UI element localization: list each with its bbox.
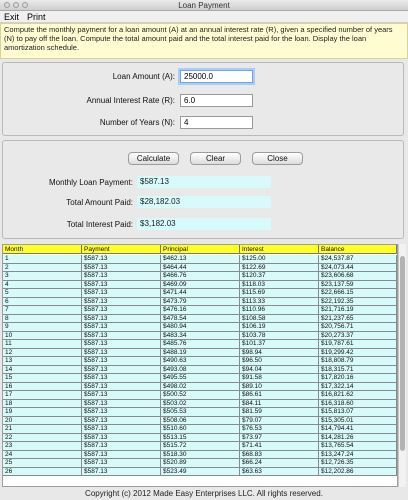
scrollbar-thumb[interactable] bbox=[400, 256, 405, 451]
payment-cell: $587.13 bbox=[82, 400, 161, 409]
balance-cell: $12,202.86 bbox=[319, 468, 397, 477]
interest-cell: $101.37 bbox=[240, 340, 319, 349]
interest-cell: $89.10 bbox=[240, 383, 319, 392]
month-cell: 17 bbox=[3, 391, 82, 400]
clear-button[interactable]: Clear bbox=[190, 152, 241, 165]
principal-cell: $480.94 bbox=[161, 323, 240, 332]
menu-print[interactable]: Print bbox=[27, 12, 46, 22]
interest-cell: $68.83 bbox=[240, 451, 319, 460]
principal-cell: $485.76 bbox=[161, 340, 240, 349]
principal-cell: $490.63 bbox=[161, 357, 240, 366]
month-cell: 22 bbox=[3, 434, 82, 443]
balance-cell: $20,756.71 bbox=[319, 323, 397, 332]
principal-cell: $500.52 bbox=[161, 391, 240, 400]
payment-cell: $587.13 bbox=[82, 451, 161, 460]
table-row[interactable] bbox=[3, 425, 397, 434]
month-cell: 8 bbox=[3, 315, 82, 324]
column-header-principal[interactable]: Principal bbox=[161, 245, 240, 254]
interest-cell: $113.33 bbox=[240, 298, 319, 307]
table-header bbox=[3, 245, 397, 254]
principal-cell: $495.55 bbox=[161, 374, 240, 383]
years-label: Number of Years (N): bbox=[99, 118, 175, 127]
interest-cell: $79.07 bbox=[240, 417, 319, 426]
table-row[interactable] bbox=[3, 374, 397, 383]
window-title: Loan Payment bbox=[178, 1, 230, 10]
years-input[interactable] bbox=[180, 116, 253, 129]
interest-cell: $106.19 bbox=[240, 323, 319, 332]
balance-cell: $16,318.60 bbox=[319, 400, 397, 409]
table-row[interactable] bbox=[3, 400, 397, 409]
interest-cell: $66.24 bbox=[240, 459, 319, 468]
input-panel bbox=[2, 62, 404, 136]
table-row[interactable] bbox=[3, 434, 397, 443]
balance-cell: $13,765.54 bbox=[319, 442, 397, 451]
interest-cell: $103.78 bbox=[240, 332, 319, 341]
month-cell: 7 bbox=[3, 306, 82, 315]
payment-cell: $587.13 bbox=[82, 357, 161, 366]
table-row[interactable] bbox=[3, 468, 397, 477]
interest-cell: $115.69 bbox=[240, 289, 319, 298]
principal-cell: $515.72 bbox=[161, 442, 240, 451]
principal-cell: $493.08 bbox=[161, 366, 240, 375]
interest-cell: $84.11 bbox=[240, 400, 319, 409]
balance-cell: $14,281.26 bbox=[319, 434, 397, 443]
monthly-payment-label: Monthly Loan Payment: bbox=[48, 178, 133, 187]
total-paid-value: $28,182.03 bbox=[137, 196, 271, 208]
principal-cell: $513.15 bbox=[161, 434, 240, 443]
balance-cell: $18,315.71 bbox=[319, 366, 397, 375]
month-cell: 18 bbox=[3, 400, 82, 409]
description-text: Compute the monthly payment for a loan amount (A) at an annual interest rate (R), given a specified number of years (N) to pay off the loan. Compute the total amount paid and the total interest paid for the loan. Display the loan amortization schedule. bbox=[0, 23, 408, 59]
interest-rate-label: Annual Interest Rate (R): bbox=[86, 96, 175, 105]
principal-cell: $478.54 bbox=[161, 315, 240, 324]
principal-cell: $476.16 bbox=[161, 306, 240, 315]
monthly-payment-value: $587.13 bbox=[137, 176, 271, 188]
table-row[interactable] bbox=[3, 357, 397, 366]
interest-cell: $63.63 bbox=[240, 468, 319, 477]
interest-cell: $94.04 bbox=[240, 366, 319, 375]
month-cell: 6 bbox=[3, 298, 82, 307]
month-cell: 20 bbox=[3, 417, 82, 426]
principal-cell: $503.02 bbox=[161, 400, 240, 409]
principal-cell: $473.79 bbox=[161, 298, 240, 307]
loan-amount-input[interactable] bbox=[180, 70, 253, 83]
balance-cell: $22,666.15 bbox=[319, 289, 397, 298]
principal-cell: $518.30 bbox=[161, 451, 240, 460]
payment-cell: $587.13 bbox=[82, 459, 161, 468]
principal-cell: $464.44 bbox=[161, 264, 240, 273]
principal-cell: $505.53 bbox=[161, 408, 240, 417]
balance-cell: $21,716.19 bbox=[319, 306, 397, 315]
payment-cell: $587.13 bbox=[82, 434, 161, 443]
total-interest-value: $3,182.03 bbox=[137, 218, 271, 230]
month-cell: 2 bbox=[3, 264, 82, 273]
month-cell: 12 bbox=[3, 349, 82, 358]
total-paid-label: Total Amount Paid: bbox=[66, 198, 133, 207]
month-cell: 3 bbox=[3, 272, 82, 281]
balance-cell: $14,794.41 bbox=[319, 425, 397, 434]
payment-cell: $587.13 bbox=[82, 281, 161, 290]
balance-cell: $23,137.59 bbox=[319, 281, 397, 290]
month-cell: 19 bbox=[3, 408, 82, 417]
payment-cell: $587.13 bbox=[82, 298, 161, 307]
menu-bar bbox=[0, 11, 408, 23]
table-row[interactable] bbox=[3, 315, 397, 324]
payment-cell: $587.13 bbox=[82, 374, 161, 383]
balance-cell: $24,537.87 bbox=[319, 255, 397, 264]
month-cell: 1 bbox=[3, 255, 82, 264]
payment-cell: $587.13 bbox=[82, 306, 161, 315]
interest-cell: $76.53 bbox=[240, 425, 319, 434]
payment-cell: $587.13 bbox=[82, 323, 161, 332]
balance-cell: $19,299.42 bbox=[319, 349, 397, 358]
table-row[interactable] bbox=[3, 289, 397, 298]
payment-cell: $587.13 bbox=[82, 289, 161, 298]
payment-cell: $587.13 bbox=[82, 272, 161, 281]
balance-cell: $15,813.07 bbox=[319, 408, 397, 417]
payment-cell: $587.13 bbox=[82, 417, 161, 426]
table-row[interactable] bbox=[3, 391, 397, 400]
payment-cell: $587.13 bbox=[82, 315, 161, 324]
month-cell: 13 bbox=[3, 357, 82, 366]
loan-amount-label: Loan Amount (A): bbox=[112, 72, 175, 81]
balance-cell: $22,192.35 bbox=[319, 298, 397, 307]
principal-cell: $462.13 bbox=[161, 255, 240, 264]
payment-cell: $587.13 bbox=[82, 349, 161, 358]
month-cell: 16 bbox=[3, 383, 82, 392]
amortization-table[interactable] bbox=[2, 244, 398, 487]
balance-cell: $17,322.14 bbox=[319, 383, 397, 392]
balance-cell: $12,726.35 bbox=[319, 459, 397, 468]
interest-cell: $96.50 bbox=[240, 357, 319, 366]
payment-cell: $587.13 bbox=[82, 442, 161, 451]
principal-cell: $508.06 bbox=[161, 417, 240, 426]
interest-cell: $86.61 bbox=[240, 391, 319, 400]
payment-cell: $587.13 bbox=[82, 340, 161, 349]
interest-cell: $118.03 bbox=[240, 281, 319, 290]
principal-cell: $520.89 bbox=[161, 459, 240, 468]
balance-cell: $18,808.79 bbox=[319, 357, 397, 366]
table-row[interactable] bbox=[3, 408, 397, 417]
payment-cell: $587.13 bbox=[82, 332, 161, 341]
payment-cell: $587.13 bbox=[82, 264, 161, 273]
balance-cell: $21,237.65 bbox=[319, 315, 397, 324]
table-row[interactable] bbox=[3, 451, 397, 460]
month-cell: 9 bbox=[3, 323, 82, 332]
principal-cell: $469.09 bbox=[161, 281, 240, 290]
table-row[interactable] bbox=[3, 255, 397, 264]
calculate-button[interactable]: Calculate bbox=[128, 152, 179, 165]
month-cell: 5 bbox=[3, 289, 82, 298]
month-cell: 10 bbox=[3, 332, 82, 341]
month-cell: 4 bbox=[3, 281, 82, 290]
payment-cell: $587.13 bbox=[82, 383, 161, 392]
title-bar bbox=[0, 0, 408, 11]
table-row[interactable] bbox=[3, 272, 397, 281]
column-header-month[interactable]: Month bbox=[3, 245, 82, 254]
balance-cell: $16,821.62 bbox=[319, 391, 397, 400]
balance-cell: $17,820.16 bbox=[319, 374, 397, 383]
table-row[interactable] bbox=[3, 332, 397, 341]
table-row[interactable] bbox=[3, 264, 397, 273]
menu-exit[interactable]: Exit bbox=[4, 12, 20, 22]
month-cell: 23 bbox=[3, 442, 82, 451]
column-header-interest[interactable]: Interest bbox=[240, 245, 319, 254]
payment-cell: $587.13 bbox=[82, 391, 161, 400]
table-row[interactable] bbox=[3, 298, 397, 307]
month-cell: 26 bbox=[3, 468, 82, 477]
table-row[interactable] bbox=[3, 340, 397, 349]
month-cell: 21 bbox=[3, 425, 82, 434]
table-row[interactable] bbox=[3, 459, 397, 468]
interest-cell: $120.37 bbox=[240, 272, 319, 281]
month-cell: 11 bbox=[3, 340, 82, 349]
interest-cell: $110.96 bbox=[240, 306, 319, 315]
interest-cell: $81.59 bbox=[240, 408, 319, 417]
interest-cell: $122.69 bbox=[240, 264, 319, 273]
table-row[interactable] bbox=[3, 281, 397, 290]
interest-cell: $108.58 bbox=[240, 315, 319, 324]
interest-cell: $71.41 bbox=[240, 442, 319, 451]
total-interest-label: Total Interest Paid: bbox=[66, 220, 133, 229]
balance-cell: $20,273.37 bbox=[319, 332, 397, 341]
principal-cell: $466.76 bbox=[161, 272, 240, 281]
interest-cell: $98.94 bbox=[240, 349, 319, 358]
copyright-footer: Copyright (c) 2012 Made Easy Enterprises LLC. All rights reserved. bbox=[85, 489, 323, 498]
table-row[interactable] bbox=[3, 349, 397, 358]
column-header-balance[interactable]: Balance bbox=[319, 245, 397, 254]
principal-cell: $488.19 bbox=[161, 349, 240, 358]
table-row[interactable] bbox=[3, 442, 397, 451]
payment-cell: $587.13 bbox=[82, 366, 161, 375]
month-cell: 14 bbox=[3, 366, 82, 375]
table-row[interactable] bbox=[3, 417, 397, 426]
principal-cell: $510.60 bbox=[161, 425, 240, 434]
balance-cell: $13,247.24 bbox=[319, 451, 397, 460]
interest-cell: $73.97 bbox=[240, 434, 319, 443]
balance-cell: $23,606.68 bbox=[319, 272, 397, 281]
table-scrollbar[interactable] bbox=[398, 244, 406, 487]
payment-cell: $587.13 bbox=[82, 468, 161, 477]
principal-cell: $498.02 bbox=[161, 383, 240, 392]
month-cell: 15 bbox=[3, 374, 82, 383]
balance-cell: $19,787.61 bbox=[319, 340, 397, 349]
interest-cell: $91.58 bbox=[240, 374, 319, 383]
payment-cell: $587.13 bbox=[82, 408, 161, 417]
principal-cell: $471.44 bbox=[161, 289, 240, 298]
principal-cell: $523.49 bbox=[161, 468, 240, 477]
table-row[interactable] bbox=[3, 383, 397, 392]
table-row[interactable] bbox=[3, 366, 397, 375]
balance-cell: $24,073.44 bbox=[319, 264, 397, 273]
month-cell: 24 bbox=[3, 451, 82, 460]
interest-cell: $125.00 bbox=[240, 255, 319, 264]
month-cell: 25 bbox=[3, 459, 82, 468]
payment-cell: $587.13 bbox=[82, 425, 161, 434]
close-button[interactable]: Close bbox=[252, 152, 303, 165]
table-row[interactable] bbox=[3, 306, 397, 315]
principal-cell: $483.34 bbox=[161, 332, 240, 341]
results-panel bbox=[2, 140, 404, 239]
payment-cell: $587.13 bbox=[82, 255, 161, 264]
interest-rate-input[interactable] bbox=[180, 94, 253, 107]
table-row[interactable] bbox=[3, 323, 397, 332]
column-header-payment[interactable]: Payment bbox=[82, 245, 161, 254]
balance-cell: $15,305.01 bbox=[319, 417, 397, 426]
